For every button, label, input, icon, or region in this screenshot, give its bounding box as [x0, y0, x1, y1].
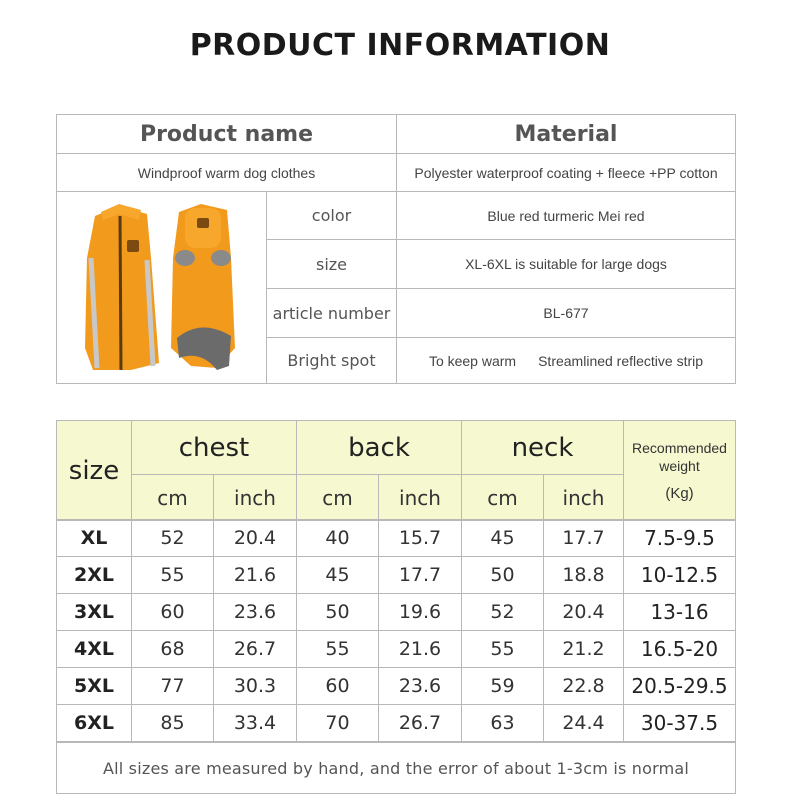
back-cm-cell: 55 [296, 630, 379, 668]
chest-inch-cell: 21.6 [213, 556, 297, 594]
size-header: size [56, 420, 132, 521]
attr-label-article-number: article number [266, 288, 397, 338]
attr-value-color: Blue red turmeric Mei red [396, 191, 736, 240]
neck-inch-cell: 20.4 [543, 593, 624, 631]
size-cell: XL [56, 519, 132, 557]
product-name-value: Windproof warm dog clothes [56, 153, 397, 192]
neck-cm-cell: 55 [461, 630, 544, 668]
unit-chest-cm: cm [131, 474, 214, 521]
neck-cm-cell: 52 [461, 593, 544, 631]
weight-cell: 20.5-29.5 [623, 667, 736, 705]
chest-cm-cell: 52 [131, 519, 214, 557]
attr-label-color: color [266, 191, 397, 240]
unit-neck-inch: inch [543, 474, 624, 521]
size-cell: 6XL [56, 704, 132, 742]
group-header-chest: chest [131, 420, 297, 475]
chest-cm-cell: 55 [131, 556, 214, 594]
chest-inch-cell: 26.7 [213, 630, 297, 668]
chest-cm-cell: 77 [131, 667, 214, 705]
attr-label-bright-spot: Bright spot [266, 337, 397, 384]
chest-inch-cell: 23.6 [213, 593, 297, 631]
back-inch-cell: 26.7 [378, 704, 462, 742]
size-cell: 4XL [56, 630, 132, 668]
neck-cm-cell: 50 [461, 556, 544, 594]
neck-cm-cell: 59 [461, 667, 544, 705]
attr-value-article-number: BL-677 [396, 288, 736, 338]
unit-back-inch: inch [378, 474, 462, 521]
back-inch-cell: 21.6 [378, 630, 462, 668]
neck-inch-cell: 22.8 [543, 667, 624, 705]
product-name-header: Product name [56, 114, 397, 154]
bright-spot-part-1: To keep warm [428, 352, 517, 369]
back-cm-cell: 70 [296, 704, 379, 742]
chest-cm-cell: 60 [131, 593, 214, 631]
neck-inch-cell: 17.7 [543, 519, 624, 557]
chest-inch-cell: 20.4 [213, 519, 297, 557]
bright-spot-part-2: Streamlined reflective strip [538, 352, 704, 369]
chest-inch-cell: 30.3 [213, 667, 297, 705]
weight-header-line-2: weight [659, 457, 700, 474]
group-header-back: back [296, 420, 462, 475]
back-inch-cell: 19.6 [378, 593, 462, 631]
back-inch-cell: 17.7 [378, 556, 462, 594]
chest-cm-cell: 85 [131, 704, 214, 742]
jacket-back-image [171, 204, 235, 370]
neck-inch-cell: 18.8 [543, 556, 624, 594]
chest-cm-cell: 68 [131, 630, 214, 668]
neck-cm-cell: 45 [461, 519, 544, 557]
weight-cell: 10-12.5 [623, 556, 736, 594]
weight-cell: 7.5-9.5 [623, 519, 736, 557]
back-cm-cell: 40 [296, 519, 379, 557]
product-info-table [56, 114, 736, 384]
attr-value-size: XL-6XL is suitable for large dogs [396, 239, 736, 289]
weight-header [623, 420, 736, 521]
weight-cell: 16.5-20 [623, 630, 736, 668]
attr-label-size: size [266, 239, 397, 289]
weight-header-line-3: (Kg) [665, 484, 694, 502]
product-image [67, 198, 257, 378]
material-header: Material [396, 114, 736, 154]
weight-cell: 13-16 [623, 593, 736, 631]
page-title: PRODUCT INFORMATION [189, 28, 611, 63]
weight-header-line-1: Recommended [632, 439, 727, 456]
neck-cm-cell: 63 [461, 704, 544, 742]
unit-chest-inch: inch [213, 474, 297, 521]
size-cell: 3XL [56, 593, 132, 631]
back-inch-cell: 23.6 [378, 667, 462, 705]
neck-inch-cell: 21.2 [543, 630, 624, 668]
size-cell: 5XL [56, 667, 132, 705]
back-cm-cell: 60 [296, 667, 379, 705]
attr-value-bright-spot [396, 337, 736, 384]
size-chart-table [56, 420, 736, 794]
neck-inch-cell: 24.4 [543, 704, 624, 742]
group-header-neck: neck [461, 420, 624, 475]
measurement-note: All sizes are measured by hand, and the error of about 1-3cm is normal [56, 742, 736, 794]
weight-cell: 30-37.5 [623, 704, 736, 742]
back-cm-cell: 50 [296, 593, 379, 631]
material-value: Polyester waterproof coating + fleece +PP cotton [396, 153, 736, 192]
back-cm-cell: 45 [296, 556, 379, 594]
unit-back-cm: cm [296, 474, 379, 521]
chest-inch-cell: 33.4 [213, 704, 297, 742]
product-image-cell [56, 191, 267, 384]
unit-neck-cm: cm [461, 474, 544, 521]
size-cell: 2XL [56, 556, 132, 594]
jacket-front-image [85, 204, 159, 370]
back-inch-cell: 15.7 [378, 519, 462, 557]
